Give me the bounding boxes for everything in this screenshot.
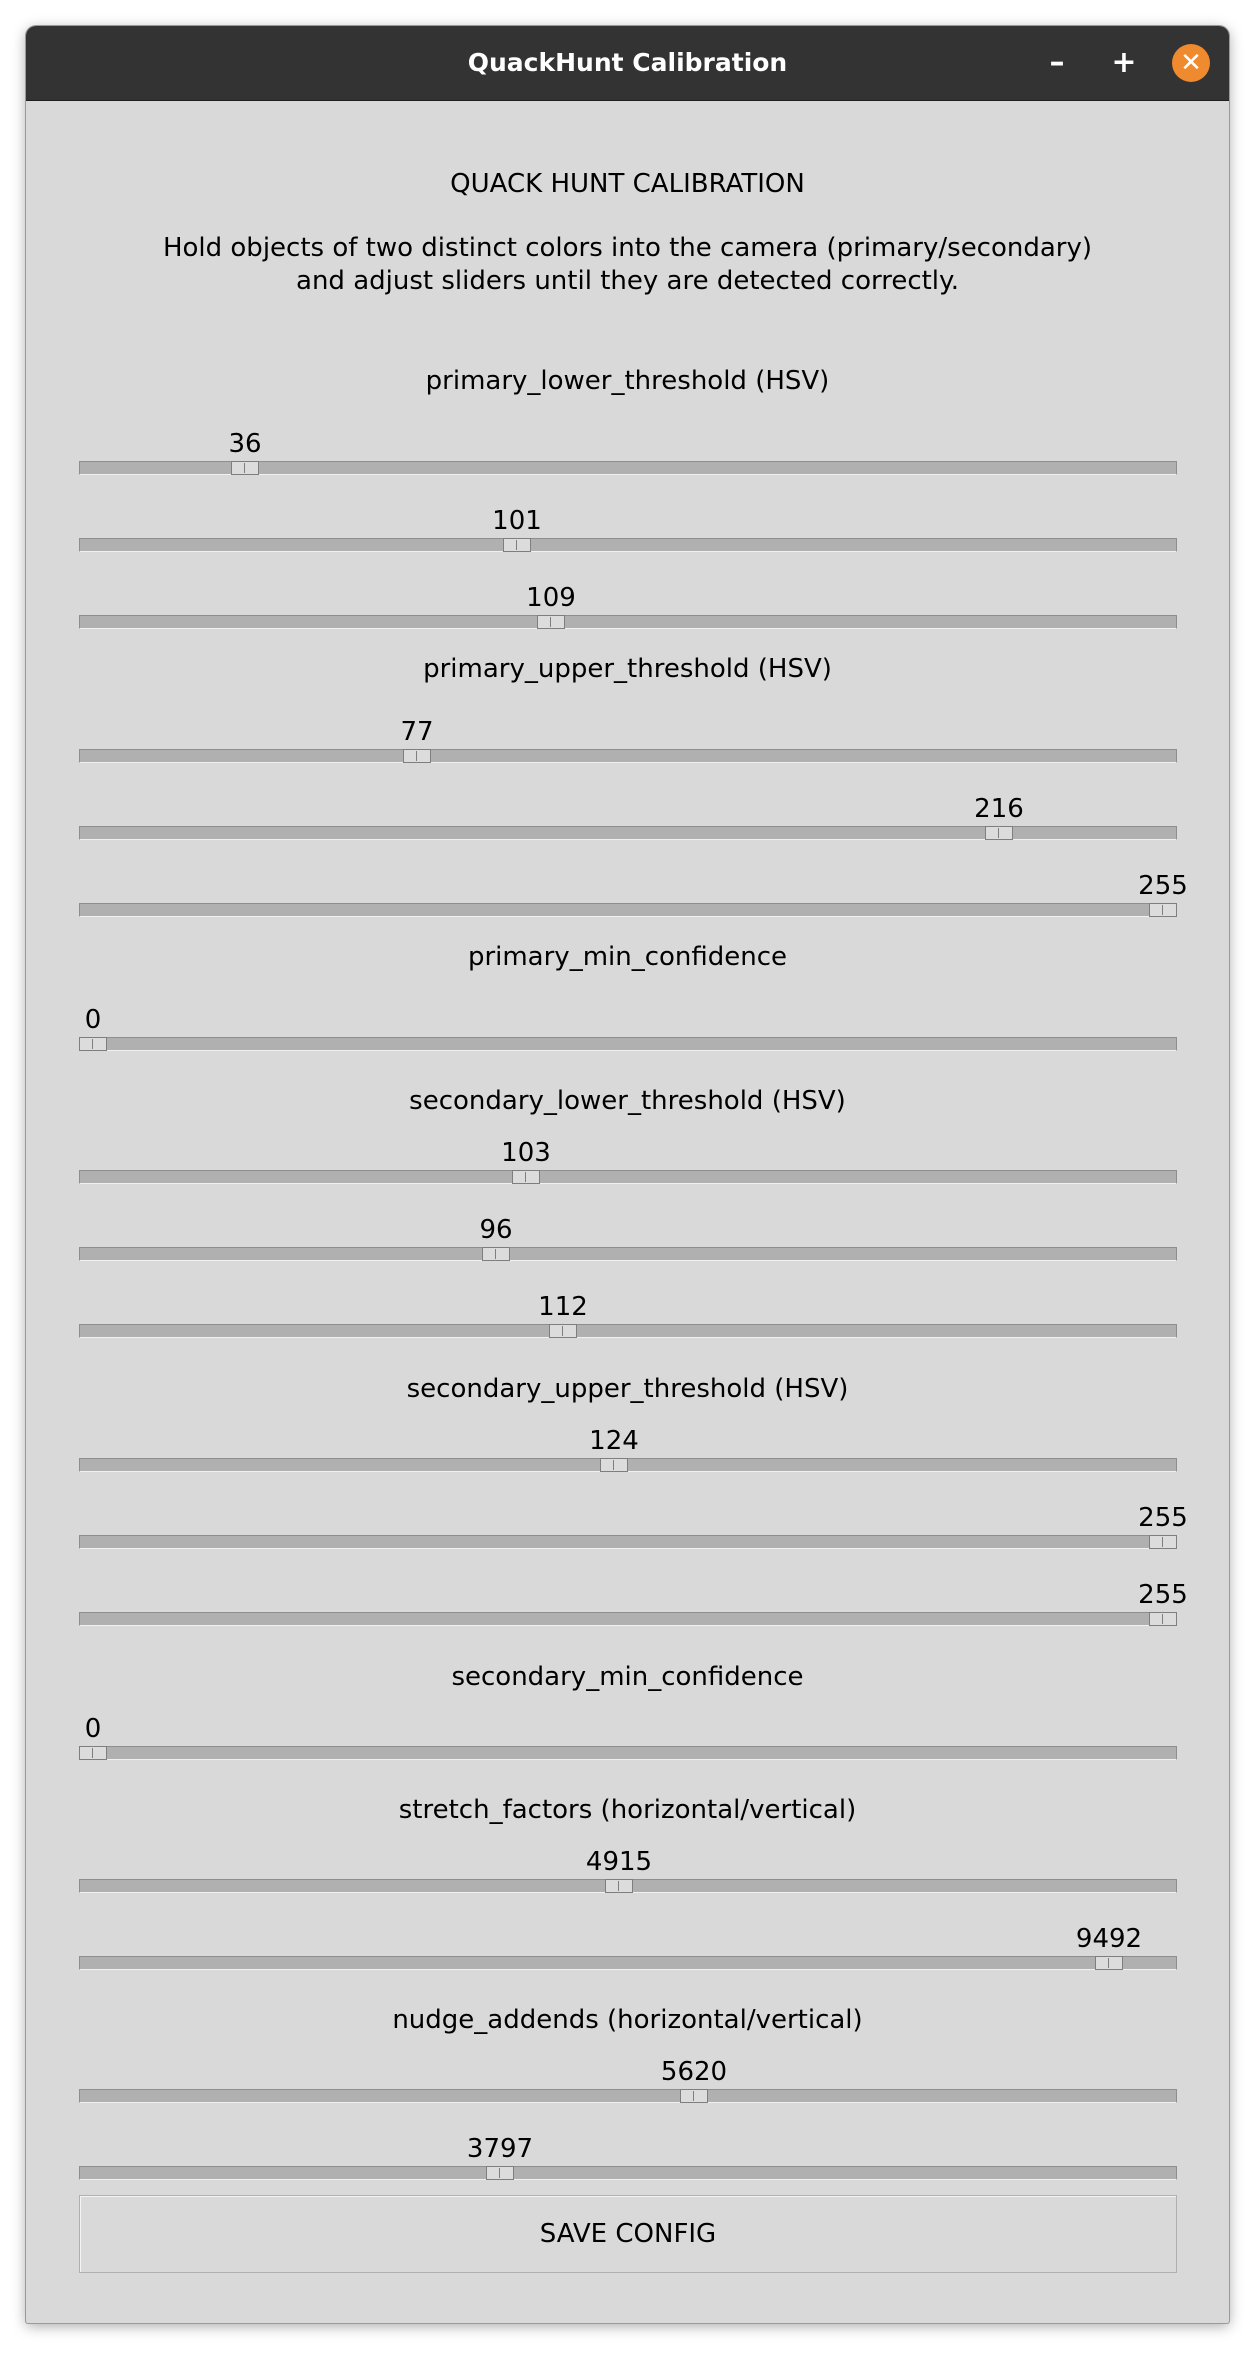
slider-handle[interactable] <box>231 461 259 475</box>
slider-4-0[interactable] <box>79 1426 1177 1466</box>
slider-6-1[interactable] <box>79 1924 1177 1964</box>
slider-handle[interactable] <box>79 1037 107 1051</box>
slider-handle[interactable] <box>403 749 431 763</box>
save-config-button[interactable]: SAVE CONFIG <box>79 2195 1177 2273</box>
slider-track[interactable] <box>79 1746 1177 1760</box>
group-label-3: secondary_lower_threshold (HSV) <box>409 1086 846 1116</box>
slider-track[interactable] <box>79 1247 1177 1261</box>
slider-handle[interactable] <box>605 1879 633 1893</box>
slider-value: 9492 <box>1075 1924 1143 1954</box>
slider-1-2[interactable] <box>79 871 1188 911</box>
slider-track[interactable] <box>79 1612 1177 1626</box>
slider-value: 112 <box>538 1292 588 1322</box>
slider-value: 101 <box>492 506 542 536</box>
slider-handle[interactable] <box>549 1324 577 1338</box>
group-label-1: primary_upper_threshold (HSV) <box>423 654 832 684</box>
slider-track[interactable] <box>79 903 1177 917</box>
slider-4-2[interactable] <box>79 1580 1188 1620</box>
slider-handle[interactable] <box>503 538 531 552</box>
slider-7-0[interactable] <box>79 2057 1177 2097</box>
slider-track[interactable] <box>79 538 1177 552</box>
slider-3-1[interactable] <box>79 1215 1177 1255</box>
slider-1-1[interactable] <box>79 794 1177 834</box>
slider-1-0[interactable] <box>79 717 1177 757</box>
slider-4-1[interactable] <box>79 1503 1188 1543</box>
slider-handle[interactable] <box>985 826 1013 840</box>
slider-handle[interactable] <box>680 2089 708 2103</box>
slider-track[interactable] <box>79 1956 1177 1970</box>
instructions-text <box>26 232 1229 298</box>
slider-handle[interactable] <box>482 1247 510 1261</box>
slider-3-0[interactable] <box>79 1138 1177 1178</box>
slider-value: 124 <box>589 1426 639 1456</box>
slider-value: 36 <box>228 429 262 459</box>
slider-5-0[interactable] <box>79 1714 1177 1754</box>
slider-track[interactable] <box>79 2166 1177 2180</box>
slider-track[interactable] <box>79 615 1177 629</box>
slider-value: 96 <box>479 1215 513 1245</box>
instructions-line-1: Hold objects of two distinct colors into the camera (primary/secondary) <box>162 233 1093 263</box>
slider-0-1[interactable] <box>79 506 1177 546</box>
slider-handle[interactable] <box>1149 1612 1177 1626</box>
slider-2-0[interactable] <box>79 1005 1177 1045</box>
slider-value: 109 <box>526 583 576 613</box>
slider-track[interactable] <box>79 2089 1177 2103</box>
slider-value: 0 <box>84 1714 102 1744</box>
slider-track[interactable] <box>79 1037 1177 1051</box>
slider-value: 216 <box>974 794 1024 824</box>
calibration-window <box>26 26 1229 2323</box>
slider-track[interactable] <box>79 1535 1177 1549</box>
slider-track[interactable] <box>79 1324 1177 1338</box>
slider-handle[interactable] <box>1149 1535 1177 1549</box>
minimize-icon[interactable]: – <box>1049 45 1065 80</box>
slider-track[interactable] <box>79 749 1177 763</box>
page-title: QUACK HUNT CALIBRATION <box>450 169 805 199</box>
slider-value: 5620 <box>660 2057 728 2087</box>
slider-value: 255 <box>1138 871 1188 901</box>
instructions-line-2: and adjust sliders until they are detected correctly. <box>296 266 959 296</box>
slider-value: 103 <box>501 1138 551 1168</box>
slider-value: 4915 <box>585 1847 653 1877</box>
slider-handle[interactable] <box>1095 1956 1123 1970</box>
slider-handle[interactable] <box>600 1458 628 1472</box>
group-label-2: primary_min_confidence <box>467 942 788 972</box>
slider-6-0[interactable] <box>79 1847 1177 1887</box>
group-label-5: secondary_min_confidence <box>451 1662 804 1692</box>
slider-value: 3797 <box>466 2134 534 2164</box>
slider-track[interactable] <box>79 1458 1177 1472</box>
slider-value: 255 <box>1138 1503 1188 1533</box>
slider-3-2[interactable] <box>79 1292 1177 1332</box>
slider-track[interactable] <box>79 1170 1177 1184</box>
title-bar[interactable] <box>26 26 1229 101</box>
group-label-4: secondary_upper_threshold (HSV) <box>406 1374 849 1404</box>
slider-handle[interactable] <box>1149 903 1177 917</box>
slider-7-1[interactable] <box>79 2134 1177 2174</box>
slider-0-2[interactable] <box>79 583 1177 623</box>
slider-value: 255 <box>1138 1580 1188 1610</box>
slider-handle[interactable] <box>512 1170 540 1184</box>
window-title: QuackHunt Calibration <box>467 48 788 77</box>
slider-handle[interactable] <box>486 2166 514 2180</box>
slider-value: 77 <box>400 717 434 747</box>
slider-0-0[interactable] <box>79 429 1177 469</box>
slider-value: 0 <box>84 1005 102 1035</box>
maximize-icon[interactable]: + <box>1111 45 1137 80</box>
slider-handle[interactable] <box>79 1746 107 1760</box>
group-label-0: primary_lower_threshold (HSV) <box>425 366 830 396</box>
group-label-7: nudge_addends (horizontal/vertical) <box>392 2005 863 2035</box>
close-icon[interactable]: ✕ <box>1172 44 1210 82</box>
group-label-6: stretch_factors (horizontal/vertical) <box>398 1795 857 1825</box>
slider-handle[interactable] <box>537 615 565 629</box>
